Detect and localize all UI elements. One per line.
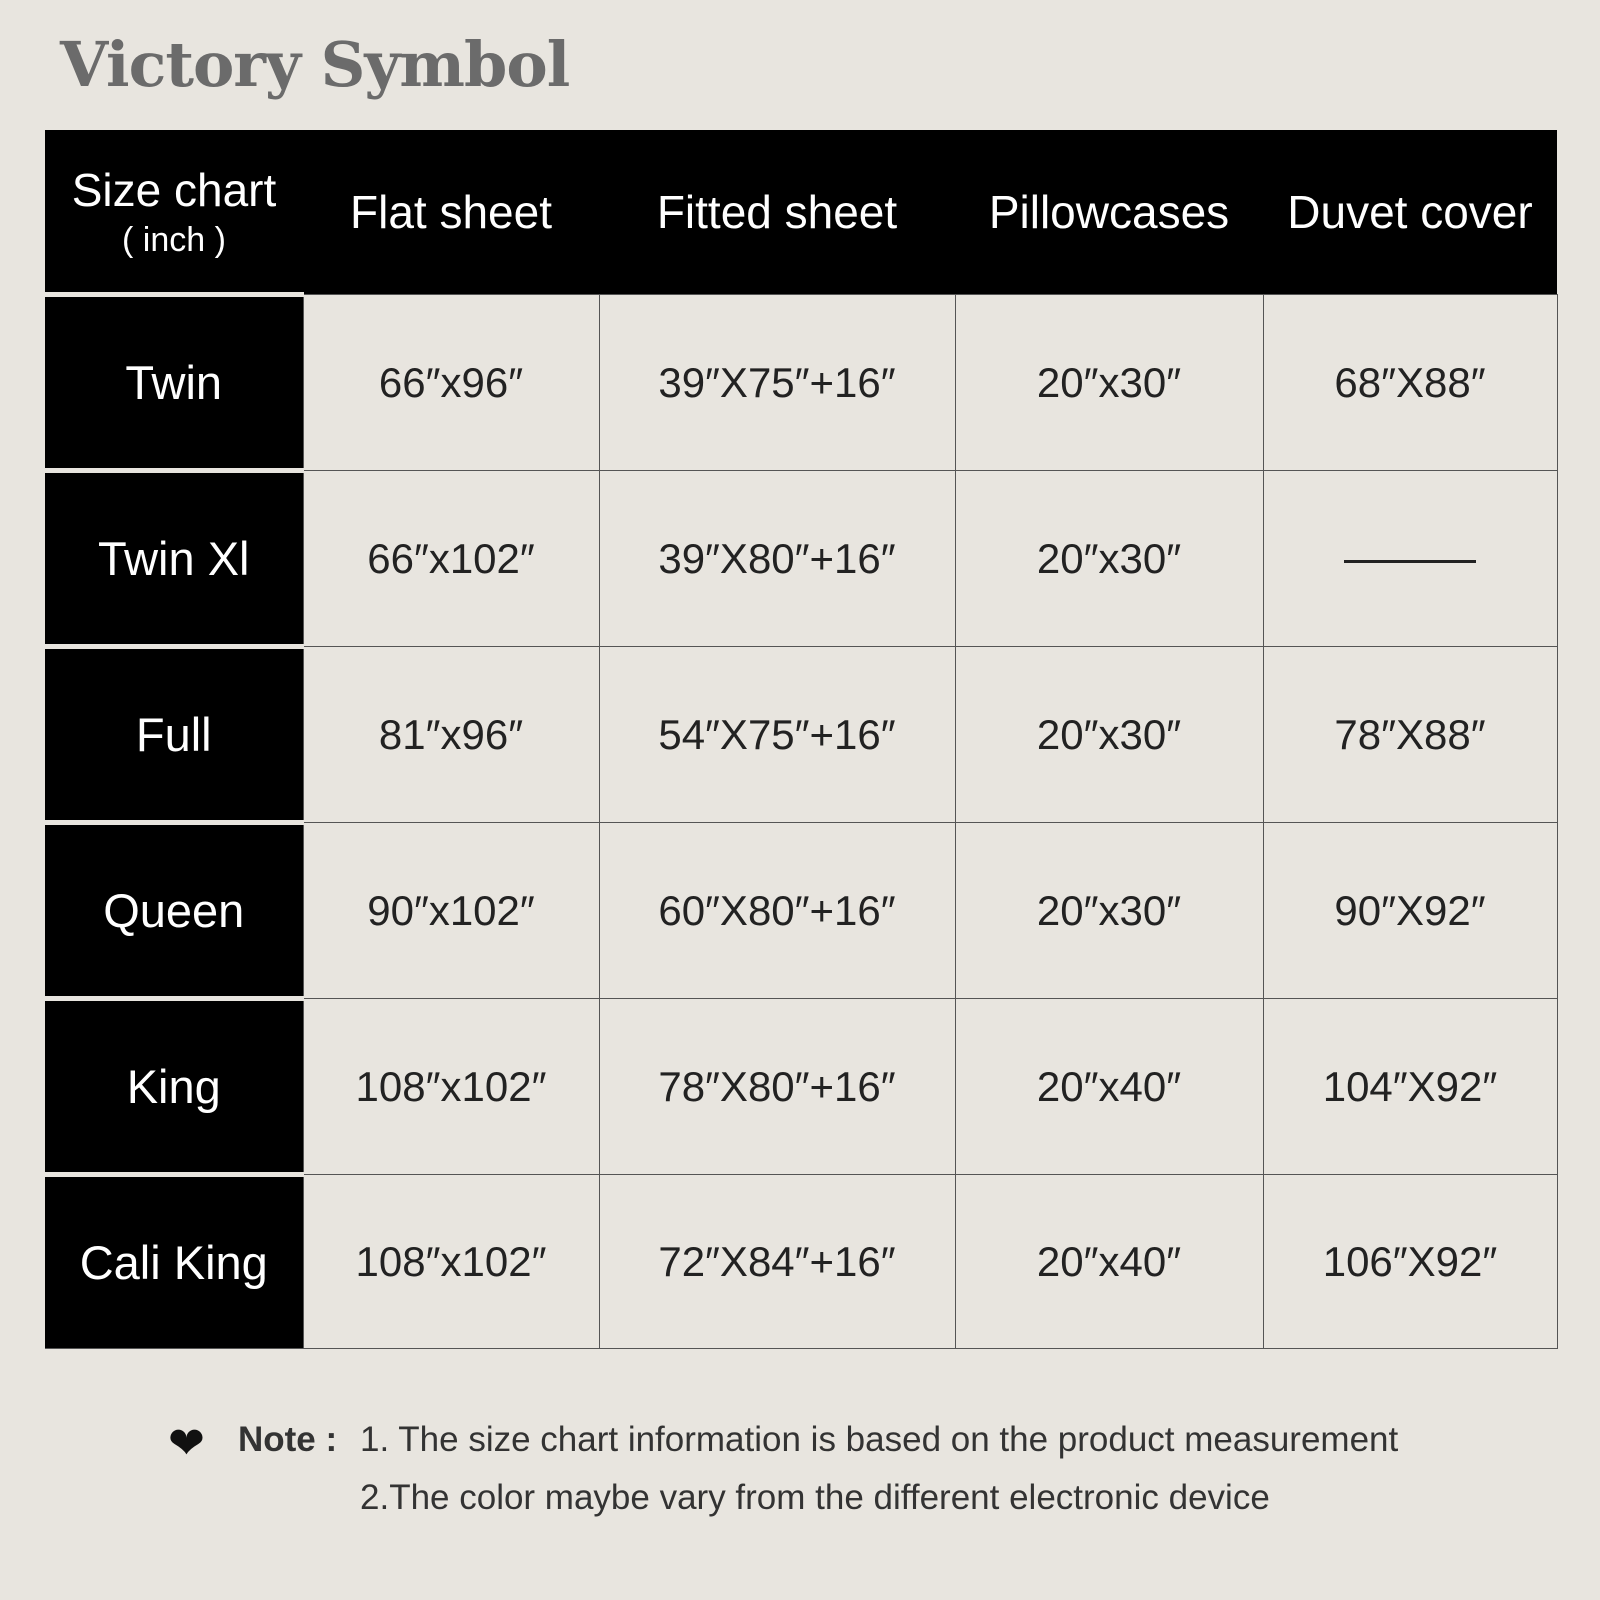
heart-icon: ❤ xyxy=(168,1419,205,1468)
table-header-row xyxy=(45,130,1557,295)
row-header-size: Twin xyxy=(45,295,303,471)
table-cell: 78″X80″+16″ xyxy=(599,999,955,1175)
table-cell: 20″x30″ xyxy=(955,823,1263,999)
row-header-size: Cali King xyxy=(45,1175,303,1349)
table-cell: 66″x96″ xyxy=(303,295,599,471)
table-cell: 72″X84″+16″ xyxy=(599,1175,955,1349)
table-row xyxy=(45,295,1557,471)
not-available-dash xyxy=(1344,560,1476,563)
table-cell: 108″x102″ xyxy=(303,999,599,1175)
size-chart-table xyxy=(45,130,1558,1349)
note-line-1: 1. The size chart information is based on the product measurement xyxy=(360,1420,1399,1459)
size-chart-header xyxy=(45,130,303,295)
table-row xyxy=(45,823,1557,999)
table-row xyxy=(45,471,1557,647)
table-cell: 39″X80″+16″ xyxy=(599,471,955,647)
note-line-2: 2.The color maybe vary from the different electronic device xyxy=(360,1478,1270,1517)
table-cell: 90″X92″ xyxy=(1263,823,1557,999)
table-cell: 20″x30″ xyxy=(955,295,1263,471)
table-cell: 20″x40″ xyxy=(955,999,1263,1175)
table-cell: 104″X92″ xyxy=(1263,999,1557,1175)
size-chart-title: Size chart xyxy=(71,163,277,216)
note-label: Note : xyxy=(238,1420,338,1459)
table-cell: 20″x30″ xyxy=(955,647,1263,823)
table-cell: 20″x40″ xyxy=(955,1175,1263,1349)
table-row xyxy=(45,1175,1557,1349)
size-chart-unit: ( inch ) xyxy=(122,220,226,259)
column-header-pillowcases: Pillowcases xyxy=(955,130,1263,295)
row-header-size: Twin Xl xyxy=(45,471,303,647)
brand-logo: Victory Symbol xyxy=(60,28,570,101)
row-header-size: King xyxy=(45,999,303,1175)
row-header-size: Queen xyxy=(45,823,303,999)
column-header-duvet-cover: Duvet cover xyxy=(1263,130,1557,295)
table-cell: 90″x102″ xyxy=(303,823,599,999)
table-cell: 39″X75″+16″ xyxy=(599,295,955,471)
table-cell: 81″x96″ xyxy=(303,647,599,823)
table-cell: 78″X88″ xyxy=(1263,647,1557,823)
table-cell: 106″X92″ xyxy=(1263,1175,1557,1349)
table-row xyxy=(45,999,1557,1175)
table-row xyxy=(45,647,1557,823)
column-header-flat-sheet: Flat sheet xyxy=(303,130,599,295)
table-cell: 68″X88″ xyxy=(1263,295,1557,471)
table-cell: 20″x30″ xyxy=(955,471,1263,647)
table-cell-empty xyxy=(1263,471,1557,647)
table-cell: 60″X80″+16″ xyxy=(599,823,955,999)
row-header-size: Full xyxy=(45,647,303,823)
table-cell: 108″x102″ xyxy=(303,1175,599,1349)
table-cell: 54″X75″+16″ xyxy=(599,647,955,823)
column-header-fitted-sheet: Fitted sheet xyxy=(599,130,955,295)
table-cell: 66″x102″ xyxy=(303,471,599,647)
